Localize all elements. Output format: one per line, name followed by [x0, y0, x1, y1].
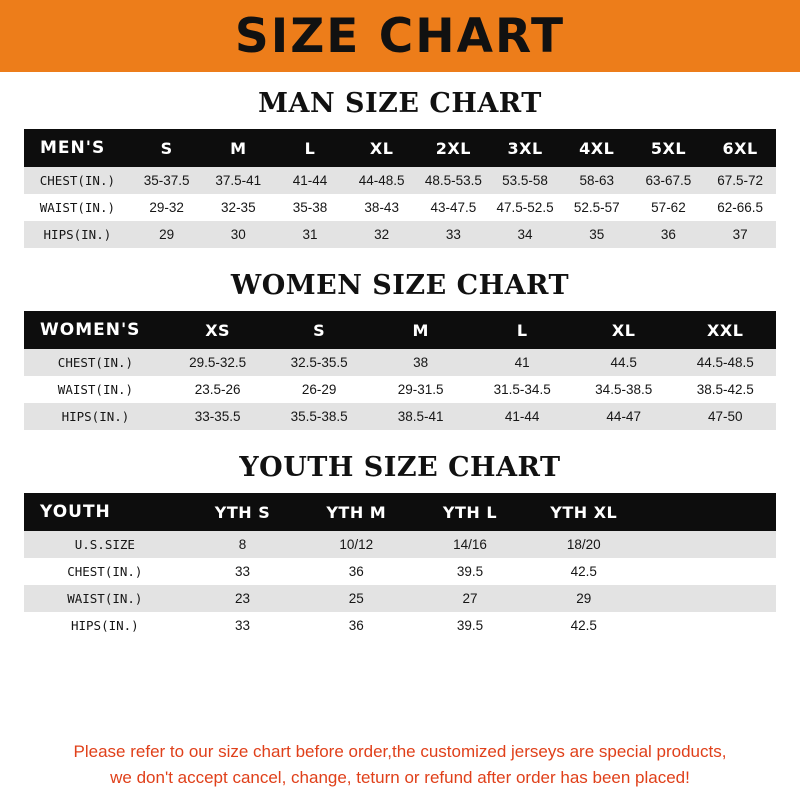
table-cell: 42.5 [527, 558, 641, 585]
table-cell: 29 [527, 585, 641, 612]
men-section-title: MAN SIZE CHART [258, 88, 542, 119]
table-cell: 29.5-32.5 [167, 349, 269, 376]
table-cell: 32-35 [202, 194, 274, 221]
table-cell: 44.5 [573, 349, 675, 376]
table-cell: 32.5-35.5 [268, 349, 370, 376]
column-header: WOMEN'S [24, 311, 167, 349]
table-cell: 8 [186, 531, 300, 558]
table-cell: 35.5-38.5 [268, 403, 370, 430]
table-cell: 41 [471, 349, 573, 376]
table-cell: 29 [131, 221, 203, 248]
table-cell: 42.5 [527, 612, 641, 639]
column-header: YTH XL [527, 493, 641, 531]
table-cell: 36 [633, 221, 705, 248]
table-cell: 44.5-48.5 [674, 349, 776, 376]
column-header: MEN'S [24, 129, 131, 167]
table-cell: 37.5-41 [202, 167, 274, 194]
column-header: 6XL [704, 129, 776, 167]
row-label: HIPS(IN.) [24, 221, 131, 248]
table-cell: 43-47.5 [418, 194, 490, 221]
table-cell: 27 [413, 585, 527, 612]
row-label: CHEST(IN.) [24, 349, 167, 376]
column-header: 5XL [633, 129, 705, 167]
column-header: 3XL [489, 129, 561, 167]
note-line-1: Please refer to our size chart before order,the customized jerseys are special products, [73, 742, 727, 761]
row-label: WAIST(IN.) [24, 194, 131, 221]
table-cell: 32 [346, 221, 418, 248]
youth-section-title: YOUTH SIZE CHART [239, 452, 561, 483]
table-cell: 38.5-42.5 [674, 376, 776, 403]
row-label: WAIST(IN.) [24, 585, 186, 612]
table-row [24, 167, 776, 194]
column-header: YOUTH [24, 493, 186, 531]
table-cell: 67.5-72 [704, 167, 776, 194]
page-title: SIZE CHART [234, 8, 566, 64]
table-cell: 41-44 [274, 167, 346, 194]
table-cell: 29-32 [131, 194, 203, 221]
table-cell: 36 [299, 612, 413, 639]
youth-size-table [24, 493, 776, 639]
women-size-table [24, 311, 776, 430]
column-header: M [370, 311, 472, 349]
table-cell: 44-47 [573, 403, 675, 430]
table-cell: 23.5-26 [167, 376, 269, 403]
column-header: XXL [674, 311, 776, 349]
table-cell: 33 [186, 558, 300, 585]
row-label: WAIST(IN.) [24, 376, 167, 403]
table-cell: 57-62 [633, 194, 705, 221]
table-cell: 18/20 [527, 531, 641, 558]
table-cell-empty [641, 612, 776, 639]
column-header: L [274, 129, 346, 167]
men-table-wrap [24, 129, 776, 248]
table-cell: 62-66.5 [704, 194, 776, 221]
table-row [24, 194, 776, 221]
column-header: YTH S [186, 493, 300, 531]
table-header-row [24, 493, 776, 531]
table-cell: 26-29 [268, 376, 370, 403]
table-cell: 63-67.5 [633, 167, 705, 194]
note-line-2: we don't accept cancel, change, teturn or refund after order has been placed! [110, 767, 690, 787]
column-header: YTH L [413, 493, 527, 531]
column-header-empty [641, 493, 776, 531]
youth-table-wrap [24, 493, 776, 639]
men-size-table [24, 129, 776, 248]
table-cell: 41-44 [471, 403, 573, 430]
table-row [24, 403, 776, 430]
table-cell: 35 [561, 221, 633, 248]
table-cell: 35-38 [274, 194, 346, 221]
table-cell: 25 [299, 585, 413, 612]
column-header: XS [167, 311, 269, 349]
table-cell: 47-50 [674, 403, 776, 430]
table-cell: 35-37.5 [131, 167, 203, 194]
table-cell: 48.5-53.5 [418, 167, 490, 194]
table-cell: 44-48.5 [346, 167, 418, 194]
table-cell: 52.5-57 [561, 194, 633, 221]
table-cell: 34 [489, 221, 561, 248]
table-cell: 39.5 [413, 612, 527, 639]
table-header-row [24, 311, 776, 349]
column-header: 4XL [561, 129, 633, 167]
table-cell: 34.5-38.5 [573, 376, 675, 403]
row-label: HIPS(IN.) [24, 612, 186, 639]
row-label: CHEST(IN.) [24, 558, 186, 585]
column-header: XL [573, 311, 675, 349]
table-cell: 39.5 [413, 558, 527, 585]
table-cell: 37 [704, 221, 776, 248]
table-cell: 53.5-58 [489, 167, 561, 194]
column-header: S [131, 129, 203, 167]
row-label: U.S.SIZE [24, 531, 186, 558]
table-cell-empty [641, 585, 776, 612]
order-policy-note [0, 739, 800, 790]
table-cell: 29-31.5 [370, 376, 472, 403]
table-cell-empty [641, 531, 776, 558]
table-row [24, 585, 776, 612]
table-cell: 10/12 [299, 531, 413, 558]
column-header: XL [346, 129, 418, 167]
table-row [24, 349, 776, 376]
table-cell: 38 [370, 349, 472, 376]
column-header: YTH M [299, 493, 413, 531]
table-cell: 36 [299, 558, 413, 585]
column-header: L [471, 311, 573, 349]
table-cell: 47.5-52.5 [489, 194, 561, 221]
table-header-row [24, 129, 776, 167]
row-label: CHEST(IN.) [24, 167, 131, 194]
table-cell: 14/16 [413, 531, 527, 558]
table-row [24, 531, 776, 558]
table-cell: 23 [186, 585, 300, 612]
table-cell-empty [641, 558, 776, 585]
women-table-wrap [24, 311, 776, 430]
table-row [24, 376, 776, 403]
column-header: 2XL [418, 129, 490, 167]
table-cell: 30 [202, 221, 274, 248]
row-label: HIPS(IN.) [24, 403, 167, 430]
table-cell: 31 [274, 221, 346, 248]
women-section-title: WOMEN SIZE CHART [230, 270, 570, 301]
table-cell: 33 [186, 612, 300, 639]
table-cell: 31.5-34.5 [471, 376, 573, 403]
table-row [24, 221, 776, 248]
table-cell: 38.5-41 [370, 403, 472, 430]
table-cell: 33-35.5 [167, 403, 269, 430]
table-cell: 33 [418, 221, 490, 248]
column-header: M [202, 129, 274, 167]
table-cell: 58-63 [561, 167, 633, 194]
table-row [24, 558, 776, 585]
column-header: S [268, 311, 370, 349]
page-banner [0, 0, 800, 72]
table-row [24, 612, 776, 639]
table-cell: 38-43 [346, 194, 418, 221]
